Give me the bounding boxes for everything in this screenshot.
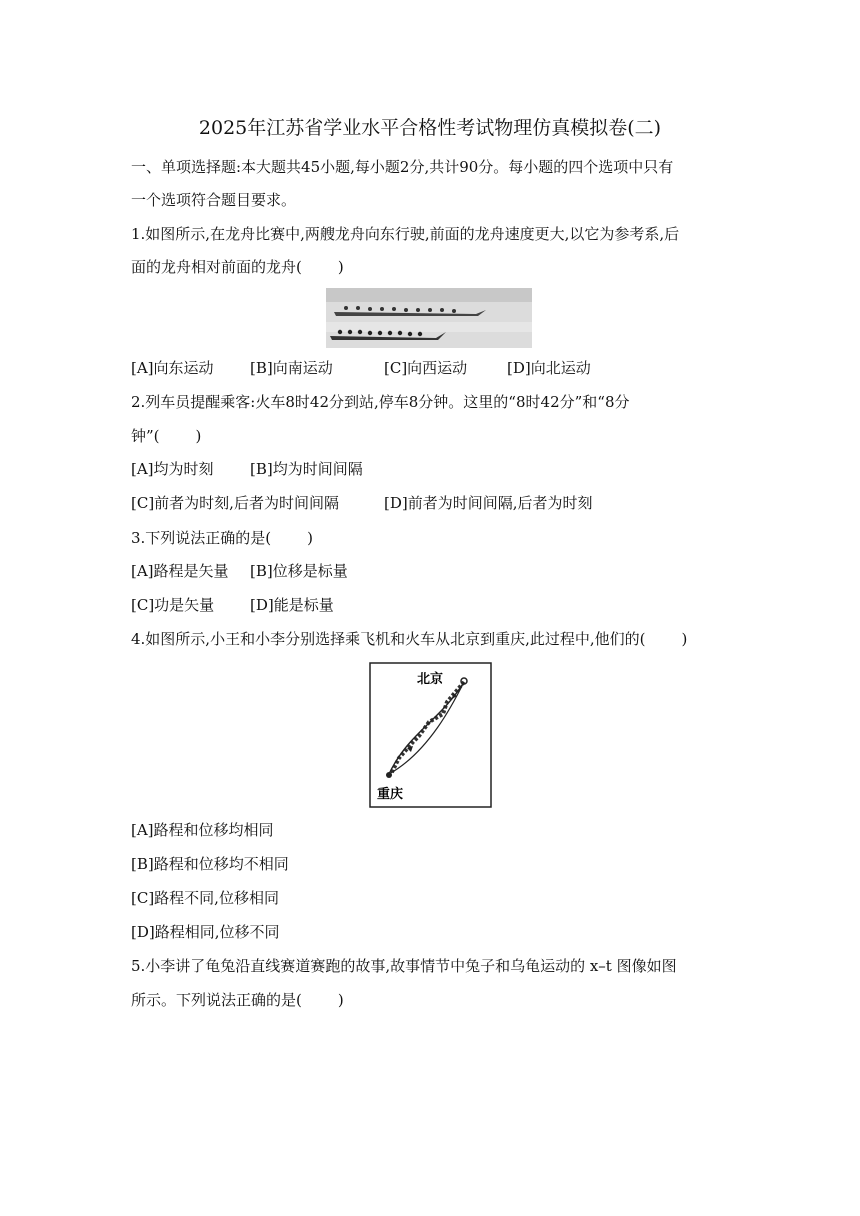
q5-stem-text: 所示。下列说法正确的是(	[131, 991, 302, 1009]
q1-stem-line-2	[131, 257, 344, 277]
q5-stem-line-1: 5.小李讲了龟兔沿直线赛道赛跑的故事,故事情节中兔子和乌龟运动的 x–t 图像如图	[131, 957, 677, 975]
q3-stem-text: 3.下列说法正确的是(	[131, 529, 272, 547]
q1-option-c: [C]向西运动	[384, 359, 468, 377]
section-instruction-line-2: 一个选项符合题目要求。	[131, 191, 297, 209]
q1-option-d: [D]向北运动	[507, 359, 591, 377]
q4-option-b: [B]路程和位移均不相同	[131, 855, 289, 873]
q1-stem-line-1: 1.如图所示,在龙舟比赛中,两艘龙舟向东行驶,前面的龙舟速度更大,以它为参考系,后	[131, 225, 680, 243]
q2-option-b: [B]均为时间间隔	[250, 460, 363, 478]
q1-option-b: [B]向南运动	[250, 359, 333, 377]
q3-option-d: [D]能是标量	[250, 596, 334, 614]
page-title: 2025年江苏省学业水平合格性考试物理仿真模拟卷(二)	[198, 117, 662, 139]
q1-option-a: [A]向东运动	[131, 359, 214, 377]
q4-option-a: [A]路程和位移均相同	[131, 821, 274, 839]
q5-stem-line-2	[131, 990, 344, 1010]
q3-stem-close: )	[307, 529, 314, 547]
q4-stem-line-1	[131, 629, 687, 649]
q1-stem-close: )	[337, 258, 344, 276]
q4-stem-text: 4.如图所示,小王和小李分别选择乘飞机和火车从北京到重庆,此过程中,他们的(	[131, 630, 646, 648]
q5-stem-close: )	[337, 991, 344, 1009]
q3-option-c: [C]功是矢量	[131, 596, 215, 614]
beijing-chongqing-route-map	[369, 662, 492, 808]
q3-stem-line-1	[131, 528, 313, 548]
section-instruction-line-1: 一、单项选择题:本大题共45小题,每小题2分,共计90分。每小题的四个选项中只有	[131, 158, 674, 176]
dragon-boat-photo	[326, 288, 532, 348]
q4-stem-close: )	[681, 630, 688, 648]
map-label-beijing: 北京	[417, 672, 444, 687]
q2-option-d: [D]前者为时间间隔,后者为时刻	[384, 494, 593, 512]
q1-stem-text: 面的龙舟相对前面的龙舟(	[131, 258, 302, 276]
q2-option-c: [C]前者为时刻,后者为时间间隔	[131, 494, 339, 512]
q4-option-d: [D]路程相同,位移不同	[131, 923, 280, 941]
q2-option-a: [A]均为时刻	[131, 460, 214, 478]
q2-stem-text: 钟”(	[131, 427, 160, 445]
q3-option-a: [A]路程是矢量	[131, 562, 229, 580]
q2-stem-close: )	[195, 427, 202, 445]
map-label-chongqing: 重庆	[377, 787, 404, 802]
q3-option-b: [B]位移是标量	[250, 562, 348, 580]
q4-option-c: [C]路程不同,位移相同	[131, 889, 279, 907]
q2-stem-line-1: 2.列车员提醒乘客:火车8时42分到站,停车8分钟。这里的“8时42分”和“8分	[131, 393, 630, 411]
q2-stem-line-2	[131, 426, 201, 446]
